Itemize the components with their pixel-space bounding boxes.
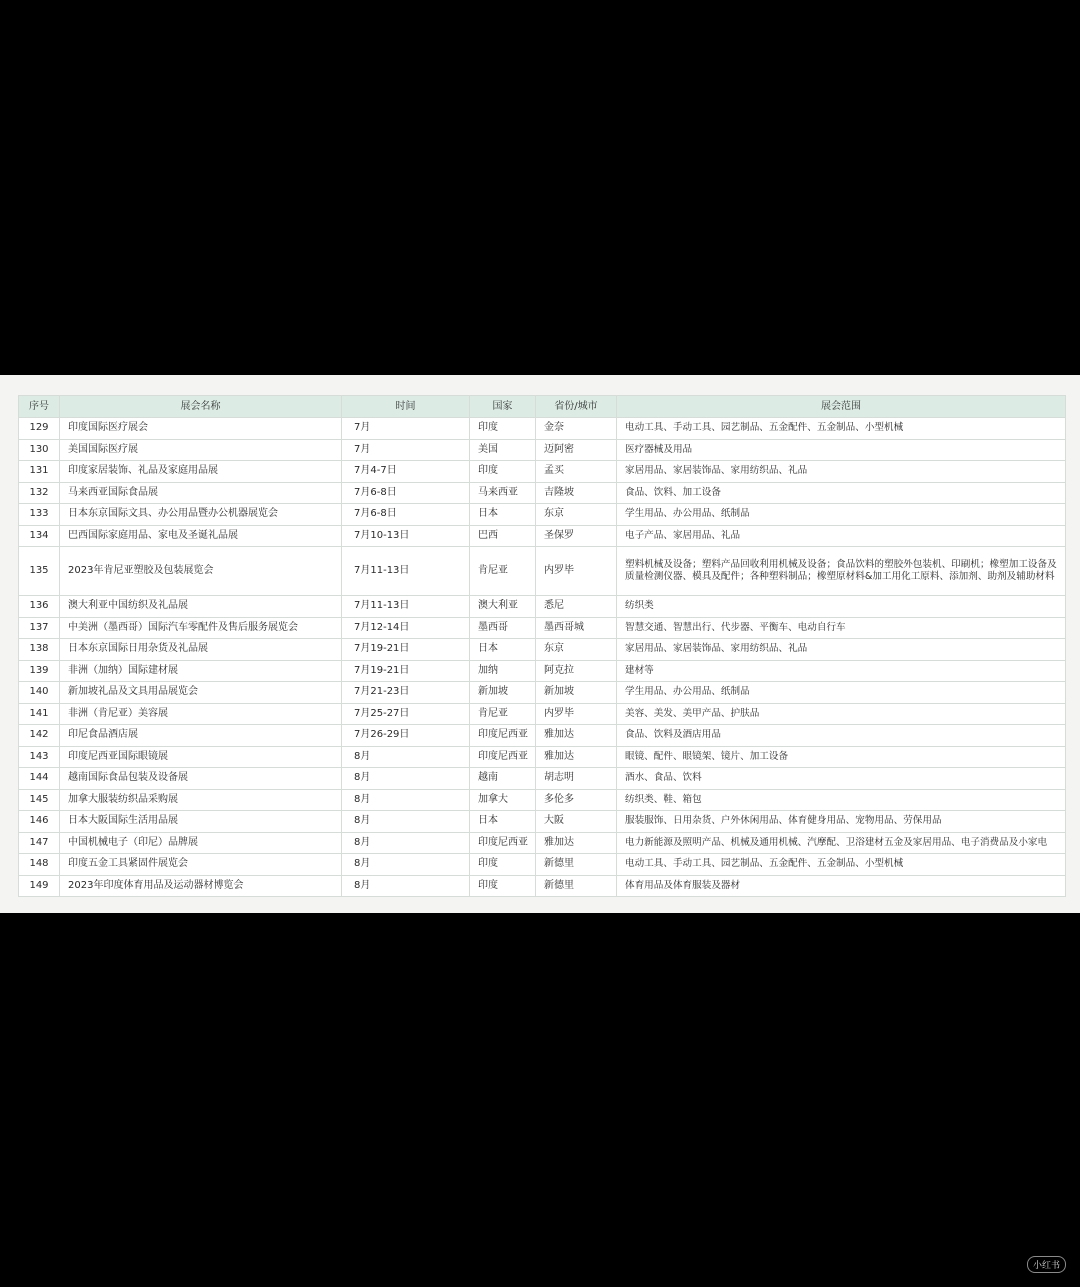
cell-no: 131 <box>19 461 60 483</box>
cell-no: 144 <box>19 768 60 790</box>
exhibition-table <box>18 395 1066 897</box>
cell-no: 135 <box>19 547 60 596</box>
cell-city: 内罗毕 <box>536 547 617 596</box>
cell-time: 7月26-29日 <box>342 725 470 747</box>
cell-country: 日本 <box>470 639 536 661</box>
cell-time: 7月4-7日 <box>342 461 470 483</box>
cell-time: 7月11-13日 <box>342 596 470 618</box>
cell-scope: 学生用品、办公用品、纸制品 <box>617 682 1066 704</box>
table-row <box>19 875 1066 897</box>
cell-name: 日本大阪国际生活用品展 <box>60 811 342 833</box>
cell-name: 非洲（加纳）国际建材展 <box>60 660 342 682</box>
header-no: 序号 <box>19 396 60 418</box>
cell-no: 136 <box>19 596 60 618</box>
cell-time: 8月 <box>342 832 470 854</box>
table-row <box>19 789 1066 811</box>
cell-scope: 体育用品及体育服装及器材 <box>617 875 1066 897</box>
cell-city: 东京 <box>536 504 617 526</box>
header-name: 展会名称 <box>60 396 342 418</box>
cell-country: 印度 <box>470 418 536 440</box>
cell-no: 140 <box>19 682 60 704</box>
cell-time: 8月 <box>342 875 470 897</box>
cell-scope: 家居用品、家居装饰品、家用纺织品、礼品 <box>617 461 1066 483</box>
cell-time: 7月6-8日 <box>342 482 470 504</box>
cell-city: 新德里 <box>536 875 617 897</box>
cell-no: 145 <box>19 789 60 811</box>
cell-time: 8月 <box>342 746 470 768</box>
cell-scope: 纺织类、鞋、箱包 <box>617 789 1066 811</box>
cell-city: 内罗毕 <box>536 703 617 725</box>
table-sheet <box>0 375 1080 913</box>
table-row <box>19 725 1066 747</box>
cell-country: 加纳 <box>470 660 536 682</box>
table-row <box>19 768 1066 790</box>
cell-scope: 食品、饮料及酒店用品 <box>617 725 1066 747</box>
cell-no: 139 <box>19 660 60 682</box>
cell-country: 新加坡 <box>470 682 536 704</box>
table-header <box>19 396 1066 418</box>
cell-city: 吉隆坡 <box>536 482 617 504</box>
cell-city: 金奈 <box>536 418 617 440</box>
cell-city: 多伦多 <box>536 789 617 811</box>
cell-name: 印度尼西亚国际眼镜展 <box>60 746 342 768</box>
cell-country: 美国 <box>470 439 536 461</box>
cell-no: 137 <box>19 617 60 639</box>
cell-city: 雅加达 <box>536 725 617 747</box>
cell-time: 8月 <box>342 854 470 876</box>
cell-country: 印度尼西亚 <box>470 832 536 854</box>
cell-city: 雅加达 <box>536 832 617 854</box>
cell-no: 148 <box>19 854 60 876</box>
cell-name: 澳大利亚中国纺织及礼品展 <box>60 596 342 618</box>
cell-city: 孟买 <box>536 461 617 483</box>
cell-country: 印度 <box>470 875 536 897</box>
cell-time: 7月19-21日 <box>342 660 470 682</box>
cell-country: 墨西哥 <box>470 617 536 639</box>
table-row <box>19 832 1066 854</box>
cell-country: 印度尼西亚 <box>470 725 536 747</box>
cell-city: 迈阿密 <box>536 439 617 461</box>
cell-country: 印度 <box>470 854 536 876</box>
cell-country: 加拿大 <box>470 789 536 811</box>
table-row <box>19 682 1066 704</box>
cell-country: 印度尼西亚 <box>470 746 536 768</box>
cell-no: 129 <box>19 418 60 440</box>
cell-no: 143 <box>19 746 60 768</box>
cell-country: 印度 <box>470 461 536 483</box>
cell-name: 日本东京国际日用杂货及礼品展 <box>60 639 342 661</box>
cell-city: 阿克拉 <box>536 660 617 682</box>
cell-time: 8月 <box>342 811 470 833</box>
cell-time: 7月6-8日 <box>342 504 470 526</box>
header-time: 时间 <box>342 396 470 418</box>
cell-time: 7月25-27日 <box>342 703 470 725</box>
cell-scope: 电力新能源及照明产品、机械及通用机械、汽摩配、卫浴建材五金及家居用品、电子消费品及小家电 <box>617 832 1066 854</box>
cell-city: 雅加达 <box>536 746 617 768</box>
table-row <box>19 547 1066 596</box>
table-row <box>19 439 1066 461</box>
cell-scope: 电动工具、手动工具、园艺制品、五金配件、五金制品、小型机械 <box>617 854 1066 876</box>
cell-time: 8月 <box>342 768 470 790</box>
cell-name: 越南国际食品包装及设备展 <box>60 768 342 790</box>
cell-name: 2023年肯尼亚塑胶及包装展览会 <box>60 547 342 596</box>
cell-name: 巴西国际家庭用品、家电及圣诞礼品展 <box>60 525 342 547</box>
cell-name: 新加坡礼品及文具用品展览会 <box>60 682 342 704</box>
cell-scope: 眼镜、配件、眼镜架、镜片、加工设备 <box>617 746 1066 768</box>
cell-name: 非洲（肯尼亚）美容展 <box>60 703 342 725</box>
table-row <box>19 525 1066 547</box>
cell-city: 新加坡 <box>536 682 617 704</box>
cell-scope: 服装服饰、日用杂货、户外休闲用品、体育健身用品、宠物用品、劳保用品 <box>617 811 1066 833</box>
table-row <box>19 746 1066 768</box>
cell-city: 悉尼 <box>536 596 617 618</box>
cell-time: 7月10-13日 <box>342 525 470 547</box>
cell-scope: 纺织类 <box>617 596 1066 618</box>
header-row <box>19 396 1066 418</box>
cell-city: 新德里 <box>536 854 617 876</box>
cell-time: 7月 <box>342 439 470 461</box>
cell-time: 8月 <box>342 789 470 811</box>
cell-no: 146 <box>19 811 60 833</box>
table-row <box>19 703 1066 725</box>
cell-country: 马来西亚 <box>470 482 536 504</box>
cell-scope: 智慧交通、智慧出行、代步器、平衡车、电动自行车 <box>617 617 1066 639</box>
cell-name: 中国机械电子（印尼）品牌展 <box>60 832 342 854</box>
cell-scope: 医疗器械及用品 <box>617 439 1066 461</box>
table-row <box>19 854 1066 876</box>
cell-no: 138 <box>19 639 60 661</box>
cell-city: 圣保罗 <box>536 525 617 547</box>
cell-city: 墨西哥城 <box>536 617 617 639</box>
cell-time: 7月12-14日 <box>342 617 470 639</box>
cell-time: 7月 <box>342 418 470 440</box>
cell-name: 马来西亚国际食品展 <box>60 482 342 504</box>
cell-no: 134 <box>19 525 60 547</box>
cell-time: 7月11-13日 <box>342 547 470 596</box>
cell-country: 巴西 <box>470 525 536 547</box>
table-body <box>19 418 1066 897</box>
table-row <box>19 504 1066 526</box>
watermark-logo: 小红书 <box>1027 1256 1066 1273</box>
cell-name: 加拿大服装纺织品采购展 <box>60 789 342 811</box>
cell-country: 日本 <box>470 811 536 833</box>
cell-country: 越南 <box>470 768 536 790</box>
cell-scope: 美容、美发、美甲产品、护肤品 <box>617 703 1066 725</box>
cell-time: 7月19-21日 <box>342 639 470 661</box>
cell-country: 肯尼亚 <box>470 547 536 596</box>
cell-city: 东京 <box>536 639 617 661</box>
cell-name: 2023年印度体育用品及运动器材博览会 <box>60 875 342 897</box>
cell-scope: 塑料机械及设备；塑料产品回收利用机械及设备；食品饮料的塑胶外包装机、印刷机；橡塑加工设备及质量检测仪器、模具及配件；各种塑料制品；橡塑原材料&加工用化工原料、添加剂、助剂及辅助材料 <box>617 547 1066 596</box>
cell-name: 印度家居装饰、礼品及家庭用品展 <box>60 461 342 483</box>
cell-name: 印尼食品酒店展 <box>60 725 342 747</box>
cell-no: 142 <box>19 725 60 747</box>
header-country: 国家 <box>470 396 536 418</box>
table-row <box>19 596 1066 618</box>
table-row <box>19 482 1066 504</box>
cell-scope: 建材等 <box>617 660 1066 682</box>
header-scope: 展会范围 <box>617 396 1066 418</box>
cell-no: 147 <box>19 832 60 854</box>
cell-country: 肯尼亚 <box>470 703 536 725</box>
cell-no: 130 <box>19 439 60 461</box>
cell-country: 澳大利亚 <box>470 596 536 618</box>
cell-name: 印度五金工具紧固件展览会 <box>60 854 342 876</box>
table-row <box>19 660 1066 682</box>
cell-scope: 学生用品、办公用品、纸制品 <box>617 504 1066 526</box>
cell-scope: 电子产品、家居用品、礼品 <box>617 525 1066 547</box>
table-row <box>19 811 1066 833</box>
cell-name: 印度国际医疗展会 <box>60 418 342 440</box>
cell-scope: 食品、饮料、加工设备 <box>617 482 1066 504</box>
cell-scope: 电动工具、手动工具、园艺制品、五金配件、五金制品、小型机械 <box>617 418 1066 440</box>
cell-no: 132 <box>19 482 60 504</box>
cell-scope: 酒水、食品、饮料 <box>617 768 1066 790</box>
header-city: 省份/城市 <box>536 396 617 418</box>
cell-no: 133 <box>19 504 60 526</box>
table-row <box>19 418 1066 440</box>
cell-name: 美国国际医疗展 <box>60 439 342 461</box>
cell-name: 中美洲（墨西哥）国际汽车零配件及售后服务展览会 <box>60 617 342 639</box>
cell-country: 日本 <box>470 504 536 526</box>
cell-no: 149 <box>19 875 60 897</box>
cell-name: 日本东京国际文具、办公用品暨办公机器展览会 <box>60 504 342 526</box>
table-row <box>19 639 1066 661</box>
cell-no: 141 <box>19 703 60 725</box>
cell-scope: 家居用品、家居装饰品、家用纺织品、礼品 <box>617 639 1066 661</box>
cell-city: 大阪 <box>536 811 617 833</box>
table-row <box>19 461 1066 483</box>
cell-time: 7月21-23日 <box>342 682 470 704</box>
cell-city: 胡志明 <box>536 768 617 790</box>
table-row <box>19 617 1066 639</box>
